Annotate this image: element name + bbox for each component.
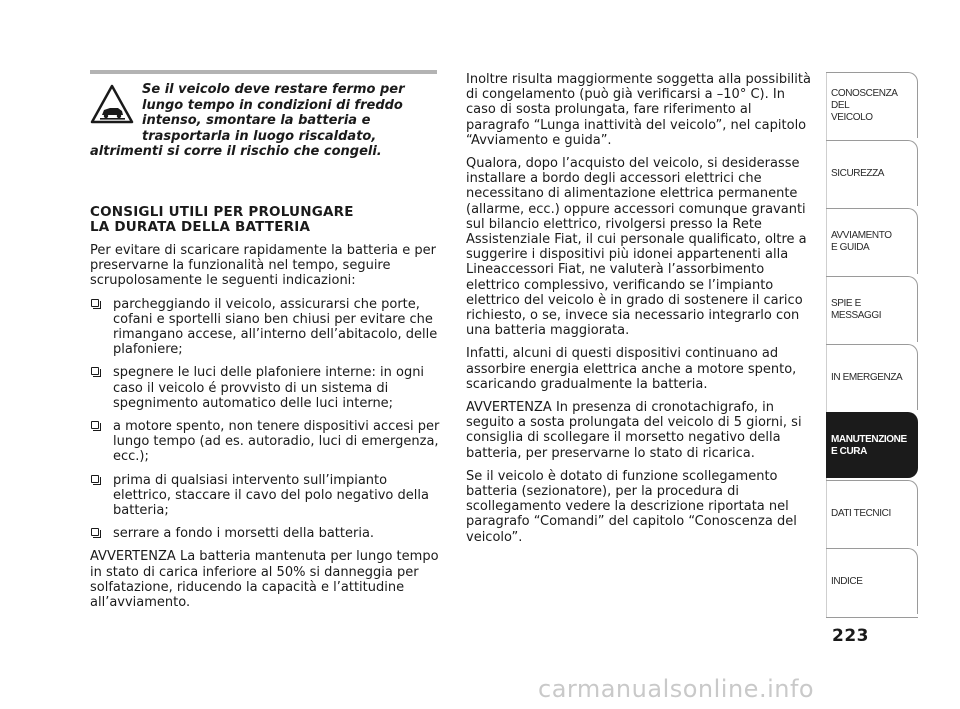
paragraph-tachograph: AVVERTENZA In presenza di cronotachigrafo, in seguito a sosta prolungata del veicolo di 5 giorni, si consiglia di scollegare il morsetto negativo della batteria, per preservarne lo stato di ricarica. [466, 400, 802, 461]
intro-paragraph: Per evitare di scaricare rapidamente la batteria e per preservarne la funzionalità nel tempo, seguire scrupolosamente le seguenti indicazioni: [90, 243, 436, 289]
tab-label: E GUIDA [831, 241, 870, 253]
tab-dati-tecnici[interactable] [826, 480, 918, 546]
tab-indice[interactable] [826, 548, 918, 614]
tab-label: AVVIAMENTO [831, 229, 892, 241]
checkbox-bullet-icon [91, 475, 99, 483]
heading-line-1: CONSIGLI UTILI PER PROLUNGARE [90, 204, 354, 220]
paragraph-accessories: Qualora, dopo l’acquisto del veicolo, si desiderasse installare a bordo degli accessori elettrici che necessitano di alimentazione elettrica permanente (allarme, ecc.) oppure accessori comunque gravanti sul bilancio elettrico, rivolgersi presso la Rete Assistenziale Fiat, il cui personale qualificato, oltre a suggerire i dispositivi più idonei appartenenti alla Lineaccessori Fiat, ne valuterà l’assorbimento elettrico complessivo, verificando se l’impianto elettrico del veicolo è in grado di sostenere il carico richiesto, o se, invece sia necessario integrarlo con una batteria maggiorata. [466, 156, 807, 339]
watermark: carmanualsonline.info [538, 675, 815, 703]
tabs-bottom-rule [826, 617, 918, 618]
list-item [90, 419, 440, 465]
list-item-text: serrare a fondo i morsetti della batteria. [113, 526, 375, 542]
tab-label: DATI TECNICI [831, 507, 891, 519]
tab-label: INDICE [831, 575, 863, 587]
tab-label: CONOSCENZA [831, 87, 898, 99]
list-item-text: spegnere le luci delle plafoniere interne: in ogni caso il veicolo é provvisto di un sistema di spegnimento automatico delle luci interne; [113, 365, 425, 411]
checkbox-bullet-icon [91, 421, 99, 429]
checkbox-bullet-icon [91, 528, 99, 536]
tab-label: MESSAGGI [831, 309, 882, 321]
list-item [90, 526, 440, 541]
warning-text: Se il veicolo deve restare fermo per lungo tempo in condizioni di freddo intenso, smontare la batteria e trasportarla in luogo riscaldato, altrimenti si corre il rischio che congeli. [90, 82, 405, 159]
heading-line-2: LA DURATA DELLA BATTERIA [90, 219, 311, 235]
tab-sicurezza[interactable] [826, 140, 918, 206]
list-item [90, 365, 440, 411]
left-column [90, 205, 440, 618]
list-item [90, 473, 440, 519]
chapter-tabs [826, 72, 918, 618]
tab-label: DEL [831, 99, 850, 111]
page-number: 223 [832, 626, 869, 646]
tab-label: IN EMERGENZA [831, 371, 903, 383]
tab-label: MANUTENZIONE [831, 433, 907, 445]
list-item-text: parcheggiando il veicolo, assicurarsi che porte, cofani e sportelli siano ben chiusi per evitare che rimangano accese, all’interno dell’abitacolo, delle plafoniere; [113, 296, 438, 358]
tips-list [90, 297, 440, 542]
tab-label: E CURA [831, 445, 867, 457]
list-item [90, 297, 440, 358]
list-item-text: a motore spento, non tenere dispositivi accesi per lungo tempo (ad es. autoradio, luci di emergenza, ecc.); [113, 419, 440, 465]
tab-label: SPIE E [831, 297, 861, 309]
checkbox-bullet-icon [91, 299, 99, 307]
paragraph-disconnector: Se il veicolo è dotato di funzione scollegamento batteria (sezionatore), per la procedura di scollegamento vedere la descrizione riportata nel paragrafo “Comandi” del capitolo “Conoscenza del veicolo”. [466, 468, 797, 545]
list-item-text: prima di qualsiasi intervento sull’impianto elettrico, staccare il cavo del polo negativo della batteria; [113, 472, 429, 519]
tab-spie-e-messaggi[interactable] [826, 276, 918, 342]
paragraph-consumption: Infatti, alcuni di questi dispositivi continuano ad assorbire energia elettrica anche a motore spento, scaricando gradualmente la batteria. [466, 346, 797, 392]
paragraph-freezing: Inoltre risulta maggiormente soggetta alla possibilità di congelamento (può già verificarsi a –10° C). In caso di sosta prolungata, fare riferimento al paragrafo “Lunga inattività del veicolo”, nel capitolo “Avviamento e guida”. [466, 72, 811, 148]
tab-manutenzione-e-cura[interactable] [826, 412, 918, 478]
tab-conoscenza-del-veicolo[interactable] [826, 72, 918, 138]
battery-warning-paragraph: AVVERTENZA La batteria mantenuta per lungo tempo in stato di carica inferiore al 50% si danneggia per solfatazione, riducendo la capacità e l’attitudine all’avviamento. [90, 549, 439, 611]
checkbox-bullet-icon [91, 367, 99, 375]
warning-box [90, 70, 437, 184]
tab-avviamento-e-guida[interactable] [826, 208, 918, 274]
middle-column [466, 72, 816, 553]
tab-in-emergenza[interactable] [826, 344, 918, 410]
tab-label: VEICOLO [831, 111, 873, 123]
section-heading [90, 205, 440, 235]
tab-label: SICUREZZA [831, 167, 885, 179]
